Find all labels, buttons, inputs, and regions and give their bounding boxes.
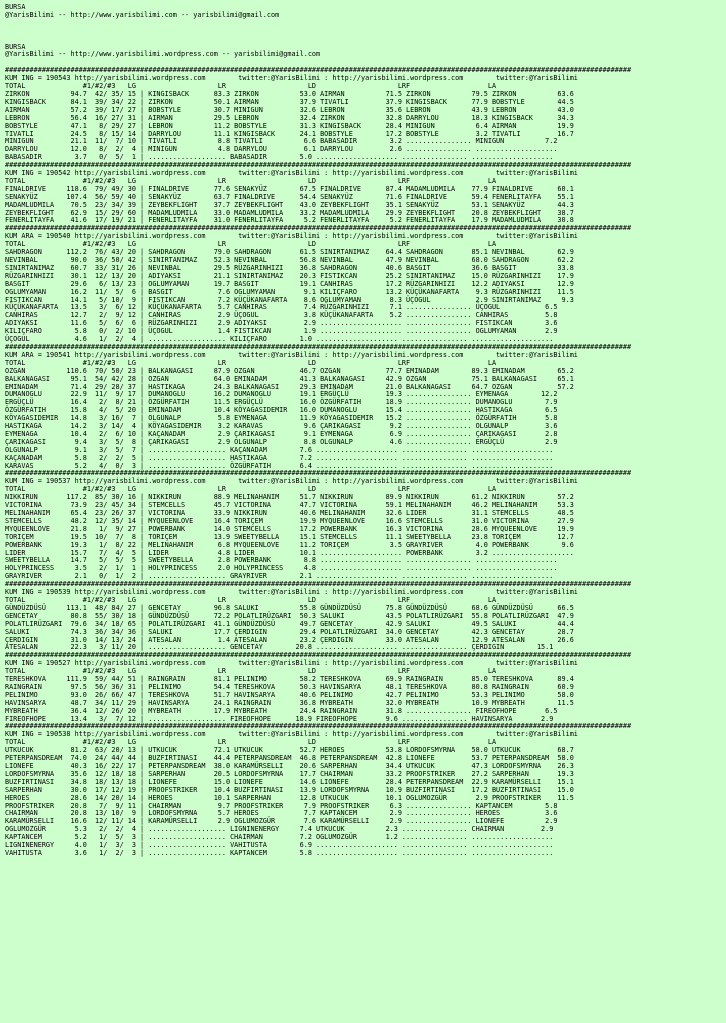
table-row: SWEETYBELLA 14.7 5/ 5/ 5 | SWEETYBELLA 2.8 POWERBANK 8.8 .................... ................ .................... [5, 556, 558, 565]
table-row: CANHIRAS 12.7 2/ 9/ 12 | CANHIRAS 2.9 ÜÇOGUL 3.8 KÜÇÜKANAFARTA 5.2 ................ CANHIRAS 5.8 [5, 311, 558, 320]
table-row: BABASADIR 3.7 0/ 5/ 1 | ................... BABASADIR 5.0 .................... ................ .................... [5, 153, 554, 162]
table-row: FINALDRIVE 118.6 79/ 49/ 30 | FINALDRIVE 77.6 SENAKYÜZ 67.5 FINALDRIVE 87.4 MADAMLUDMILA 77.9 FINALDRIVE 60.1 [5, 184, 574, 193]
table-row: LORDOFSMYRNA 35.6 12/ 18/ 18 | SARPERHAN 20.5 LORDOFSMYRNA 17.7 CHAIRMAN 33.2 PROOFSTRIKER 27.2 SARPERHAN 19.3 [5, 769, 574, 778]
column-headers: TOTAL #1/#2/#3 LG LR LD LRF LA [5, 738, 497, 747]
table-row: ÇERDIGIN 31.0 14/ 13/ 24 | ATESALAN 1.4 ATESALAN 23.2 ÇERDIGIN 33.0 ATESALAN 12.9 ATESALAN 26.6 [5, 635, 574, 644]
table-row: HOLYPRINCESS 3.5 2/ 1/ 1 | HOLYPRINCESS 2.0 HOLYPRINCESS 4.8 .................... ................ .................... [5, 564, 558, 573]
table-row: PROOFSTRIKER 20.8 7/ 9/ 11 | CHAIRMAN 9.7 PROOFSTRIKER 7.9 PROOFSTRIKER 6.3 ................ KAPTANCEM 5.8 [5, 801, 558, 810]
column-headers: TOTAL #1/#2/#3 LG LR LD LRF LA [5, 82, 497, 91]
table-row: TORIÇEM 19.5 10/ 7/ 8 | TORIÇEM 13.9 SWEETYBELLA 15.1 STEMCELLS 11.1 SWEETYBELLA 23.8 TORIÇEM 12.7 [5, 532, 574, 541]
table-row: KILIÇFARO 5.8 0/ 2/ 10 | ÜÇOGUL 1.4 FISTIKCAN 1.9 .................... ................ OGLUMYAMAN 2.9 [5, 327, 558, 336]
table-row: OZGAN 110.6 70/ 50/ 23 | BALKANAGASI 87.9 OZGAN 46.7 OZGAN 77.7 EMINADAM 89.3 EMINADAM 65.2 [5, 366, 574, 375]
race-header: KUM ING = 190539 http://yarisbilimi.wordpress.com twitter:@YarisBilimi : http://yarisbilimi.wordpress.com twitter:@YarisBilimi [5, 588, 578, 597]
table-row: SINIRTANIMAZ 60.7 33/ 31/ 26 | NEVINBAL 29.5 RÜZGARINHIZI 36.8 SAHDRAGON 40.6 BASGIT 36.6 BASGIT 33.8 [5, 263, 574, 272]
table-row: ZEYBEKFLIGHT 62.9 15/ 29/ 60 | MADAMLUDMILA 33.0 MADAMLUDMILA 33.2 MADAMLUDMILA 29.9 ZEYBEKFLIGHT 20.8 ZEYBEKFLIGHT 38.7 [5, 208, 574, 217]
table-row: MYBREATH 36.4 12/ 26/ 20 | MYBREATH 17.9 MYBREATH 24.4 RAINGRAIN 31.8 ................ FIREOFHOPE 6.5 [5, 706, 558, 715]
section-separator: ######################################################################################################################################################### [5, 469, 632, 478]
table-row: BASGIT 29.6 6/ 13/ 23 | OGLUMYAMAN 19.7 BASGIT 19.1 CANHIRAS 17.2 RÜZGARINHIZI 12.2 ADIYAKSI 12.9 [5, 279, 574, 288]
table-row: HEROES 28.6 14/ 20/ 14 | HEROES 10.1 SARPERHAN 12.8 UTKUCUK 10.1 OGLUMOZGÜR 2.9 PROOFSTRIKER 11.5 [5, 793, 574, 802]
table-row: SAHDRAGON 112.2 76/ 43/ 20 | SAHDRAGON 79.0 SAHDRAGON 61.5 SINIRTANIMAZ 64.4 SAHDRAGON 85.1 NEVINBAL 62.9 [5, 248, 574, 257]
table-row: FENERLITAYFA 41.6 17/ 19/ 21 | FENERLITAYFA 31.0 FENERLITAYFA 5.2 FENERLITAYFA 5.2 FENERLITAYFA 17.9 MADAMLUDMILA 30.8 [5, 216, 574, 225]
section-separator: ######################################################################################################################################################### [5, 66, 632, 75]
race-header: KUM ARA = 190540 http://yarisbilimi.wordpress.com twitter:@YarisBilimi : http://yarisbilimi.wordpress.com twitter:@YarisBilimi [5, 232, 578, 241]
table-row: ÜÇOGUL 4.6 1/ 2/ 4 | ................... KILIÇFARO 1.0 .................... ................ .................... [5, 335, 554, 344]
column-headers: TOTAL #1/#2/#3 LG LR LD LRF LA [5, 667, 497, 676]
table-row: VAHITUSTA 3.6 1/ 2/ 3 | ................... KAPTANCEM 5.8 .................... ................ .................... [5, 848, 554, 857]
table-row: OGLUMOZGÜR 5.3 2/ 2/ 4 | ................... LIGNINENERGY 7.4 UTKUCUK 2.3 ................ CHAIRMAN 2.9 [5, 825, 554, 834]
header-line: BURSA [5, 4, 26, 11]
table-row: NEVINBAL 90.0 36/ 50/ 42 | SINIRTANIMAZ 52.3 NEVINBAL 56.8 NEVINBAL 47.9 NEVINBAL 68.0 SAHDRAGON 62.2 [5, 256, 574, 264]
table-row: KARAVAS 5.2 4/ 0/ 3 | ................... ÖZGÜRFATIH 6.4 .................... ................ .................... [5, 461, 554, 470]
table-row: ATESALAN 22.3 3/ 11/ 20 | ................... GENCETAY 20.8 .................... ................ ÇERDIGIN 15.1 [5, 643, 554, 652]
table-row: BOBSTYLE 47.1 8/ 29/ 27 | LEBRON 11.2 BOBSTYLE 31.3 KINGISBACK 28.4 MINIGUN 6.4 AIRMAN 19.9 [5, 121, 574, 130]
section-separator: ######################################################################################################################################################### [5, 580, 632, 589]
table-row: RAINGRAIN 97.5 56/ 36/ 31 | PELINIMO 54.4 TERESHKOVA 50.3 HAVINSARYA 48.1 TERESHKOVA 80.8 RAINGRAIN 60.9 [5, 682, 574, 691]
race-header: KUM ING = 190542 http://yarisbilimi.wordpress.com twitter:@YarisBilimi : http://yarisbilimi.wordpress.com twitter:@YarisBilimi [5, 169, 578, 178]
table-row: SARPERHAN 30.0 17/ 12/ 19 | PROOFSTRIKER 10.4 BUZFIRTINASI 13.9 LORDOFSMYRNA 10.9 BUZFIRTINASI 17.2 BUZFIRTINASI 15.0 [5, 785, 574, 794]
table-row: OGLUMYAMAN 16.2 11/ 5/ 6 | BASGIT 7.6 OGLUMYAMAN 9.1 KILIÇFARO 13.2 KÜÇÜKANAFARTA 9.3 RÜZGARINHIZI 11.5 [5, 287, 574, 296]
column-headers: TOTAL #1/#2/#3 LG LR LD LRF LA [5, 358, 497, 367]
table-row: ZIRKON 94.7 42/ 35/ 15 | KINGISBACK 83.3 ZIRKON 53.0 AIRMAN 71.5 ZIRKON 79.5 ZIRKON 63.6 [5, 89, 574, 98]
table-row: LIDER 15.7 7/ 4/ 5 | LIDER 4.8 LIDER 10.1 .................... POWERBANK 3.2 .................... [5, 548, 574, 557]
table-row: PELINIMO 93.0 26/ 66/ 47 | TERESHKOVA 51.7 HAVINSARYA 40.6 PELINIMO 42.7 PELINIMO 53.3 PELINIMO 58.0 [5, 690, 574, 699]
table-row: FIREOFHOPE 13.4 3/ 7/ 12 | ................... FIREOFHOPE 18.9 FIREOFHOPE 9.6 ................ HAVINSARYA 2.9 [5, 714, 554, 723]
table-row: GENCETAY 80.8 55/ 30/ 18 | GÜNDÜZDÜSÜ 72.2 POLATLIRÜZGARI 50.3 SALUKI 43.5 POLATLIRÜZGARI 55.8 POLATLIRÜZGARI 47.9 [5, 611, 574, 620]
table-row: KAPTANCEM 5.2 1/ 5/ 3 | ................... CHAIRMAN 7.2 OGLUMOZGÜR 1.2 ................ .................... [5, 833, 554, 842]
header-line: @YarisBilimi -- http://www.yarisbilimi.wordpress.com -- yarisbilimi@gmail.com [5, 50, 321, 59]
table-row: EMINADAM 71.4 29/ 28/ 37 | HASTIKAGA 24.3 BALKANAGASI 29.3 EMINADAM 21.0 BALKANAGASI 64.7 OZGAN 57.2 [5, 382, 574, 391]
table-row: GÜNDÜZDÜSÜ 113.1 48/ 84/ 27 | GENCETAY 96.8 SALUKI 55.8 GÜNDÜZDÜSÜ 75.8 GÜNDÜZDÜSÜ 68.6 GÜNDÜZDÜSÜ 66.5 [5, 603, 574, 612]
table-row: VICTORINA 73.9 23/ 45/ 34 | STEMCELLS 45.7 VICTORINA 47.7 VICTORINA 59.1 MELINAHANIM 46.2 MELINAHANIM 53.3 [5, 501, 574, 510]
document-body [5, 4, 723, 1020]
table-row: TIVATLI 24.5 8/ 15/ 14 | DARRYLOU 11.1 KINGISBACK 24.1 BOBSTYLE 17.2 BOBSTYLE 3.2 TIVATLI 16.7 [5, 129, 574, 138]
table-row: POWERBANK 19.3 1/ 8/ 22 | MELINAHANIM 6.8 MYQUEENLOVE 11.2 TORIÇEM 3.5 GRAYRIVER 4.0 POWERBANK 9.6 [5, 540, 574, 549]
table-row: ÖZGÜRFATIH 15.8 4/ 5/ 20 | EMINADAM 10.4 KÖYAGASIDEMIR 16.0 DUMANOGLU 15.4 ................ HASTIKAGA 6.5 [5, 406, 558, 415]
table-row: CHAIRMAN 20.8 13/ 10/ 9 | LORDOFSMYRNA 5.7 HEROES 7.7 KAPTANCEM 2.9 ................ HEROES 3.6 [5, 809, 558, 818]
table-row: ÇARIKAGASI 9.4 3/ 5/ 8 | ÇARIKAGASI 2.9 OLGUNALP 8.8 OLGUNALP 4.6 ................ ERGÜÇLÜ 2.9 [5, 437, 558, 446]
table-row: STEMCELLS 48.2 12/ 35/ 14 | MYQUEENLOVE 16.4 TORIÇEM 19.9 MYQUEENLOVE 16.6 STEMCELLS 31.0 VICTORINA 27.9 [5, 516, 574, 525]
table-row: SALUKI 74.3 36/ 34/ 36 | SALUKI 17.7 ÇERDIGIN 29.4 POLATLIRÜZGARI 34.0 GENCETAY 42.3 GENCETAY 28.7 [5, 627, 574, 636]
section-separator: ######################################################################################################################################################### [5, 342, 632, 351]
section-separator: ######################################################################################################################################################### [5, 722, 632, 731]
section-separator: ######################################################################################################################################################### [5, 224, 632, 233]
table-row: KAÇANADAM 5.8 2/ 2/ 5 | ................... HASTIKAGA 7.2 .................... ................ .................... [5, 453, 554, 462]
race-header: KUM ING = 190527 http://yarisbilimi.wordpress.com twitter:@YarisBilimi : http://yarisbilimi.wordpress.com twitter:@YarisBilimi [5, 659, 578, 668]
column-headers: TOTAL #1/#2/#3 LG LR LD LRF LA [5, 240, 497, 249]
table-row: MINIGUN 21.1 11/ 7/ 10 | TIVATLI 8.8 TIVATLI 6.6 BABASADIR 3.2 ................ MINIGUN 7.2 [5, 137, 558, 146]
table-row: ERGÜÇLÜ 16.4 2/ 8/ 21 | ÖZGÜRFATIH 11.5 ERGÜÇLÜ 16.0 ÖZGÜRFATIH 18.9 ................ DUMANOGLU 7.9 [5, 398, 558, 407]
header-line: @YarisBilimi -- http://www.yarisbilimi.com -- yarisbilimi@gmail.com [5, 10, 280, 19]
table-row: OLGUNALP 9.1 3/ 5/ 7 | ................... KAÇANADAM 7.6 .................... ................ .................... [5, 445, 554, 454]
table-row: PETERPANSDREAM 74.0 24/ 44/ 44 | BUZFIRTINASI 44.4 PETERPANSDREAM 46.8 PETERPANSDREAM 42.8 LIONEFE 53.7 PETERPANSDREAM 58.0 [5, 754, 574, 763]
table-row: MYQUEENLOVE 21.8 1/ 9/ 27 | POWERBANK 14.0 STEMCELLS 17.2 POWERBANK 16.3 VICTORINA 28.6 MYQUEENLOVE 19.9 [5, 524, 574, 533]
race-header: KUM ING = 190543 http://yarisbilimi.wordpress.com twitter:@YarisBilimi : http://yarisbilimi.wordpress.com twitter:@YarisBilimi [5, 74, 578, 83]
race-header: KUM ING = 190538 http://yarisbilimi.wordpress.com twitter:@YarisBilimi : http://yarisbilimi.wordpress.com twitter:@YarisBilimi [5, 730, 578, 739]
table-row: RÜZGARINHIZI 30.1 12/ 13/ 20 | ADIYAKSI 21.1 SINIRTANIMAZ 20.3 FISTIKCAN 25.2 SINIRTANIMAZ 15.0 RÜZGARINHIZI 17.9 [5, 271, 574, 280]
table-row: LIGNINENERGY 4.0 1/ 3/ 3 | ................... VAHITUSTA 6.9 .................... ................ .................... [5, 841, 554, 850]
table-row: TERESHKOVA 111.9 59/ 44/ 51 | RAINGRAIN 81.1 PELINIMO 58.2 TERESHKOVA 69.9 RAINGRAIN 85.0 TERESHKOVA 89.4 [5, 675, 574, 684]
race-header: KUM ARA = 190541 http://yarisbilimi.wordpress.com twitter:@YarisBilimi : http://yarisbilimi.wordpress.com twitter:@YarisBilimi [5, 350, 578, 359]
table-row: SENAKYÜZ 107.4 56/ 59/ 40 | SENAKYÜZ 63.7 FINALDRIVE 54.4 SENAKYÜZ 71.6 FINALDRIVE 59.4 FENERLITAYFA 55.1 [5, 192, 574, 201]
table-row: EYMENAGA 10.4 2/ 6/ 10 | KAÇANADAM 2.9 ÇARIKAGASI 9.1 EYMENAGA 6.9 ................ ÇARIKAGASI 2.8 [5, 429, 558, 438]
table-row: LEBRON 56.4 16/ 27/ 31 | AIRMAN 29.5 LEBRON 32.4 ZIRKON 32.8 DARRYLOU 18.3 KINGISBACK 34.3 [5, 113, 574, 122]
table-row: MADAMLUDMILA 70.5 23/ 34/ 39 | ZEYBEKFLIGHT 37.7 ZEYBEKFLIGHT 43.0 ZEYBEKFLIGHT 35.1 SENAKYÜZ 53.1 SENAKYÜZ 44.3 [5, 200, 574, 209]
table-row: DARRYLOU 12.0 8/ 2/ 4 | MINIGUN 4.8 DARRYLOU 6.1 DARRYLOU 2.6 ................ .................... [5, 145, 558, 154]
table-row: KARAMÜRSELLI 16.6 12/ 11/ 14 | KARAMÜRSELLI 2.9 OGLUMOZGÜR 7.6 KARAMÜRSELLI 2.9 ................ LIONEFE 2.9 [5, 817, 558, 826]
table-row: NIKKIRUN 117.2 85/ 30/ 16 | NIKKIRUN 88.9 MELINAHANIM 51.7 NIKKIRUN 89.9 NIKKIRUN 61.2 NIKKIRUN 57.2 [5, 493, 574, 502]
section-separator: ######################################################################################################################################################### [5, 161, 632, 170]
table-row: KINGISBACK 84.1 39/ 34/ 22 | ZIRKON 50.1 AIRMAN 37.9 TIVATLI 37.9 KINGISBACK 77.9 BOBSTYLE 44.5 [5, 97, 574, 106]
table-row: HAVINSARYA 48.7 34/ 11/ 29 | HAVINSARYA 24.1 RAINGRAIN 36.8 MYBREATH 32.0 MYBREATH 10.9 MYBREATH 11.5 [5, 698, 574, 707]
table-row: BALKANAGASI 95.1 54/ 42/ 28 | OZGAN 64.0 EMINADAM 41.3 BALKANAGASI 42.9 OZGAN 75.1 BALKANAGASI 65.1 [5, 374, 574, 383]
column-headers: TOTAL #1/#2/#3 LG LR LD LRF LA [5, 176, 497, 185]
table-row: LIONEFE 40.3 16/ 22/ 17 | PETERPANSDREAM 38.0 KARAMÜRSELLI 20.6 SARPERHAN 34.4 UTKUCUK 47.3 LORDOFSMYRNA 26.3 [5, 762, 574, 770]
table-row: BUZFIRTINASI 34.8 18/ 13/ 18 | LIONEFE 15.0 LIONEFE 14.6 LIONEFE 28.4 PETERPANSDREAM 22.9 KARAMÜRSELLI 15.1 [5, 777, 574, 786]
table-row: KÜÇÜKANAFARTA 13.5 3/ 6/ 12 | KÜÇÜKANAFARTA 5.7 CANHIRAS 7.4 RÜZGARINHIZI 7.1 ................ ÜÇOGUL 6.5 [5, 303, 558, 312]
race-stats-text [5, 4, 723, 858]
table-row: FISTIKCAN 14.1 5/ 10/ 9 | FISTIKCAN 7.2 KÜÇÜKANAFARTA 8.6 OGLUMYAMAN 8.3 ÜÇOGUL 2.9 SINIRTANIMAZ 9.3 [5, 295, 574, 304]
table-row: UTKUCUK 81.2 63/ 20/ 13 | UTKUCUK 72.1 UTKUCUK 52.7 HEROES 53.8 LORDOFSMYRNA 58.0 UTKUCUK 68.7 [5, 746, 574, 755]
table-row: HASTIKAGA 14.2 3/ 14/ 4 | KÖYAGASIDEMIR 3.2 KARAVAS 9.6 ÇARIKAGASI 9.2 ................ OLGUNALP 3.6 [5, 422, 558, 431]
table-row: GRAYRIVER 2.1 0/ 1/ 2 | ................... GRAYRIVER 2.1 .................... ................ .................... [5, 572, 554, 581]
header-line: BURSA [5, 42, 26, 51]
table-row: ADIYAKSI 11.6 5/ 6/ 6 | RÜZGARINHIZI 2.9 ADIYAKSI 2.9 .................... ................ FISTIKCAN 3.6 [5, 319, 558, 328]
column-headers: TOTAL #1/#2/#3 LG LR LD LRF LA [5, 485, 497, 494]
column-headers: TOTAL #1/#2/#3 LG LR LD LRF LA [5, 595, 497, 604]
table-row: DUMANOGLU 22.9 11/ 9/ 17 | DUMANOGLU 16.2 DUMANOGLU 19.1 ERGÜÇLÜ 19.3 ................ EYMENAGA 12.2 [5, 390, 558, 399]
table-row: AIRMAN 57.2 39/ 17/ 27 | BOBSTYLE 30.7 MINIGUN 32.6 LEBRON 35.6 LEBRON 43.9 LEBRON 43.0 [5, 105, 574, 114]
section-separator: ######################################################################################################################################################### [5, 651, 632, 660]
table-row: MELINAHANIM 65.4 23/ 26/ 37 | VICTORINA 33.9 NIKKIRUN 40.6 MELINAHANIM 32.6 LIDER 31.1 STEMCELLS 48.5 [5, 509, 574, 517]
table-row: KÖYAGASIDEMIR 14.8 3/ 16/ 7 | OLGUNALP 5.8 EYMENAGA 11.9 KÖYAGASIDEMIR 15.2 ................ ÖZGÜRFATIH 5.8 [5, 414, 558, 423]
table-row: POLATLIRÜZGARI 79.6 34/ 18/ 65 | POLATLIRÜZGARI 41.1 GÜNDÜZDÜSÜ 49.7 GENCETAY 42.9 SALUKI 49.5 SALUKI 44.4 [5, 619, 574, 628]
race-header: KUM ING = 190537 http://yarisbilimi.wordpress.com twitter:@YarisBilimi : http://yarisbilimi.wordpress.com twitter:@YarisBilimi [5, 477, 578, 486]
